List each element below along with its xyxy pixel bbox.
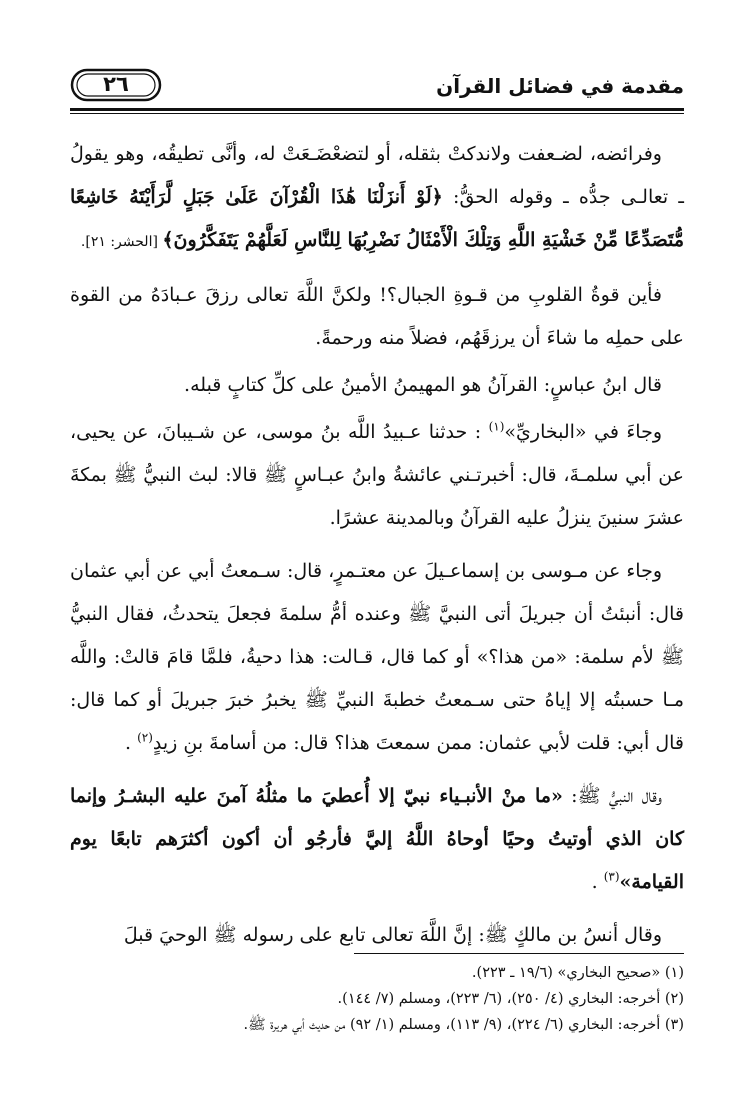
text-run: وفرائضه، لضـعفت ولاندكتْ بثقله، أو لتضعْضَـعَتْ له، وأنَّى تطيقُه، وهو يقولُ ـ تعالـى جدُّه ـ وقوله الحقُّ: (70, 143, 685, 208)
text-run: وجاءَ في «البخاريِّ» (504, 421, 663, 443)
footnote: (٢) أخرجه: البخاري (٤/ ٢٥٠)، (٦/ ٢٢٣)، ومسلم (٧/ ١٤٤). (337, 991, 684, 1007)
footnote: (١) «صحيح البخاري» (١٩/٦ ـ ٢٢٣). (471, 965, 684, 981)
text-run: . (124, 732, 138, 754)
text-run: : حدثنا عـبيدُ اللَّه بنُ موسى، عن شـيبانَ، عن يحيى، عن أبي سلمـةَ، قال: أخبرتـني عائشةُ وابنُ عبـاسٍ ﷺ قالا: لبث النبيُّ ﷺ بمكةَ عشرَ سنينَ ينزلُ عليه القرآنُ وبالمدينة عشرًا. (70, 421, 684, 529)
text-run: قال ابنُ عباسٍ: القرآنُ هو المهيمنُ الأمينُ على كلِّ كتابٍ قبله. (184, 374, 662, 396)
paragraph (70, 364, 684, 407)
paragraph (70, 914, 684, 957)
paragraph (70, 411, 684, 540)
footnote-separator (354, 953, 684, 954)
footnote-marker: (٣) (603, 869, 620, 884)
text-run: وقال أنسُ بن مالكٍ ﷺ: إنَّ اللَّهَ تعالى تابع على رسوله ﷺ الوحيَ قبلَ (123, 924, 662, 946)
body-text (70, 133, 684, 967)
running-title: مقدمة في فضائل القرآن (436, 74, 684, 98)
footnotes (70, 960, 684, 1038)
footnote: (٣) أخرجه: البخاري (٦/ ٢٢٤)، (٩/ ١١٣)، ومسلم (١/ ٩٢) من حديث أبي هريرة ﷺ. (243, 1017, 684, 1033)
footnote-marker: (١) (488, 419, 505, 434)
header-rule (70, 108, 684, 114)
paragraph (70, 274, 684, 360)
verse-reference: [الحشر: ٢١]. (80, 234, 163, 250)
paragraph (70, 133, 684, 264)
footnote-marker: (٢) (137, 730, 153, 745)
page-number-badge (70, 68, 162, 102)
text-run: وجاء عن مـوسى بن إسماعـيلَ عن معتـمرٍ، قال: سـمعتُ أبي عن أبي عثمان قال: أنبئتُ أن جبريلَ أتى النبيَّ ﷺ وعنده أمُّ سلمةَ فجعلَ يتحدثُ، فقال النبيُّ ﷺ لأم سلمة: «من هذا؟» أو كما قال، قـالت: هذا دحيةُ، فلمَّا قامَ قالتْ: واللَّه مـا حسبتُه إلا إياهُ حتى سـمعتُ خطبةَ النبيِّ ﷺ يخبرُ خبرَ جبريلَ أو كما قال: قال أبي: قلت لأبي عثمان: ممن سمعتَ هذا؟ قال: من أسامةَ بنِ زيدٍ (70, 560, 684, 754)
text-run: فأين قوةُ القلوبِ من قـوةِ الجبال؟! ولكنَّ اللَّهَ تعالى رزقَ عـبادَهُ من القوة على حملِه ما شاءَ أن يرزقَهُم، فضلاً منه ورحمةً. (70, 284, 684, 349)
page-header (70, 68, 684, 110)
text-run: وقال النبيُّ ﷺ: (562, 785, 662, 807)
paragraph (70, 775, 684, 904)
page-number: ٢٦ (103, 72, 129, 96)
paragraph (70, 550, 684, 765)
quran-verse: ﴿لَوْ أَنزَلْنَا هَٰذَا الْقُرْآنَ عَلَىٰ جَبَلٍ لَّرَأَيْتَهُ خَاشِعًا مُّتَصَدِّعًا مِّنْ خَشْيَةِ اللَّهِ وَتِلْكَ الْأَمْثَالُ نَضْرِبُهَا لِلنَّاسِ لَعَلَّهُمْ يَتَفَكَّرُونَ﴾ (70, 186, 684, 251)
text-run: . (591, 871, 604, 893)
hadith-quote: «ما منْ الأنبـياء نبيّ إلا أُعطيَ ما مثلُهُ آمنَ عليه البشـرُ وإنما كان الذي أوتيتُ وحيًا أوحاهُ اللَّهُ إليَّ فأرجُو أن أكون أكثرَهم تابعًا يوم القيامة» (70, 785, 684, 893)
